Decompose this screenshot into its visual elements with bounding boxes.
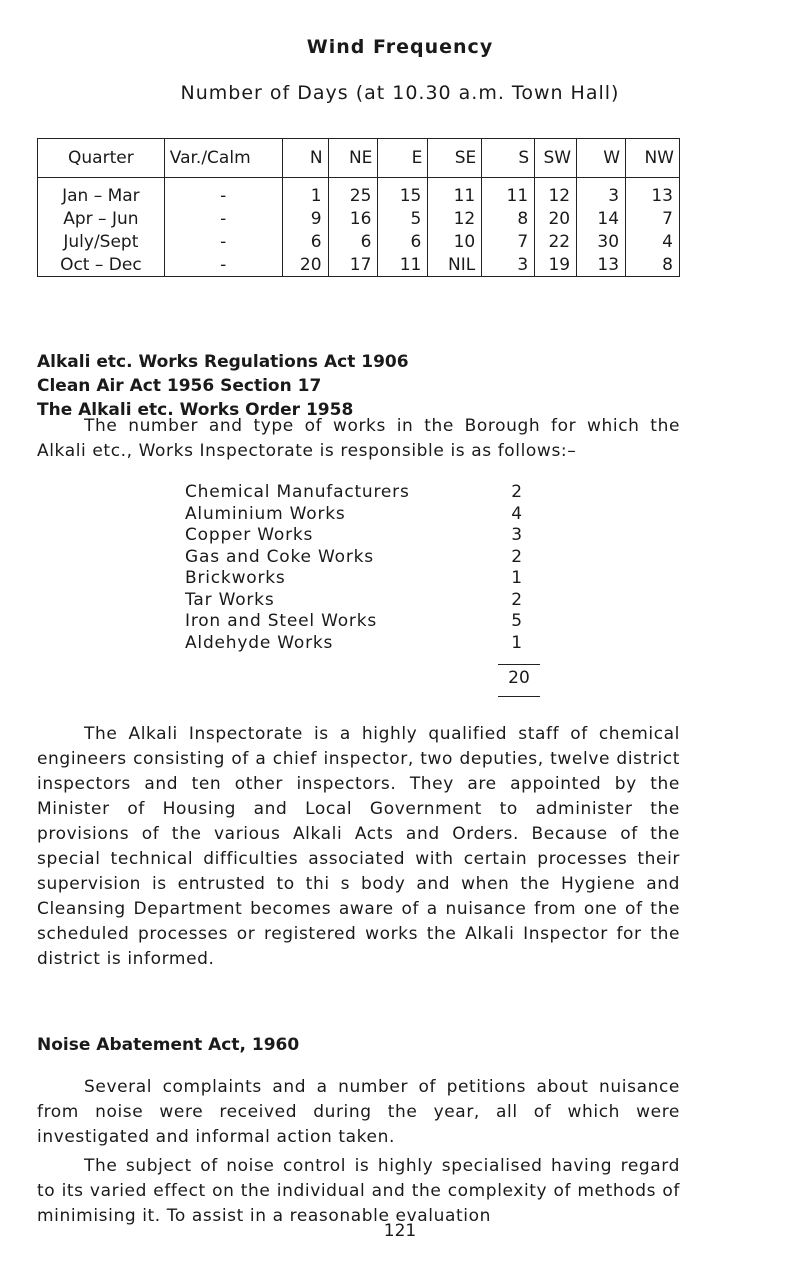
table-cell: 4 <box>626 230 680 253</box>
work-count: 5 <box>511 611 523 631</box>
act-heading: Clean Air Act 1956 Section 17 <box>37 376 322 396</box>
work-name: Aluminium Works <box>185 503 346 524</box>
list-item <box>185 482 540 504</box>
column-header: W <box>577 139 626 178</box>
list-item <box>185 633 540 655</box>
column-header: S <box>482 139 535 178</box>
work-count: 2 <box>511 546 523 567</box>
table-cell: - <box>164 230 282 253</box>
column-header: Quarter <box>38 139 165 178</box>
work-name: Aldehyde Works <box>185 632 334 653</box>
noise-paragraph: Several complaints and a number of petitions about nuisance from noise were received during the year, all of which were investigated and informal action taken. <box>37 1077 680 1147</box>
table-cell: 8 <box>482 207 535 230</box>
table-cell: 10 <box>428 230 482 253</box>
table-row <box>38 207 680 230</box>
table-cell: 13 <box>577 253 626 277</box>
table-cell: 6 <box>378 230 428 253</box>
table-cell: 19 <box>535 253 577 277</box>
list-item <box>185 590 540 612</box>
table-cell: 22 <box>535 230 577 253</box>
column-header: NE <box>328 139 378 178</box>
table-cell: 14 <box>577 207 626 230</box>
table-cell: Apr – Jun <box>38 207 165 230</box>
table-cell: July/Sept <box>38 230 165 253</box>
column-header: SE <box>428 139 482 178</box>
work-name: Copper Works <box>185 525 314 545</box>
works-list <box>185 482 540 654</box>
table-cell: 13 <box>626 178 680 208</box>
table-cell: - <box>164 253 282 277</box>
work-count: 2 <box>511 482 523 502</box>
column-header: N <box>282 139 328 178</box>
table-cell: 9 <box>282 207 328 230</box>
column-header: NW <box>626 139 680 178</box>
table-cell: 6 <box>282 230 328 253</box>
noise-heading: Noise Abatement Act, 1960 <box>37 1035 300 1055</box>
works-total: 20 <box>508 668 530 688</box>
table-cell: 7 <box>626 207 680 230</box>
table-cell: 11 <box>428 178 482 208</box>
noise-paragraph: The subject of noise control is highly specialised having regard to its varied effect on the individual and the complexity of methods of minimising it. To assist in a reasonable evaluation <box>37 1156 680 1226</box>
work-name: Iron and Steel Works <box>185 611 378 631</box>
table-cell: - <box>164 178 282 208</box>
table-cell: 20 <box>535 207 577 230</box>
acts-headings <box>37 350 409 422</box>
list-item <box>185 525 540 547</box>
table-header-row <box>38 139 680 178</box>
list-item <box>185 504 540 526</box>
table-cell: 20 <box>282 253 328 277</box>
work-count: 1 <box>511 632 523 653</box>
table-cell: 25 <box>328 178 378 208</box>
work-name: Brickworks <box>185 568 286 588</box>
work-name: Gas and Coke Works <box>185 546 374 567</box>
table-cell: 1 <box>282 178 328 208</box>
table-row <box>38 178 680 208</box>
work-count: 3 <box>511 525 523 545</box>
table-cell: 5 <box>378 207 428 230</box>
work-count: 2 <box>511 589 523 610</box>
table-cell: NIL <box>428 253 482 277</box>
table-cell: 3 <box>482 253 535 277</box>
table-cell: 12 <box>535 178 577 208</box>
table-cell: - <box>164 207 282 230</box>
table-cell: 15 <box>378 178 428 208</box>
inspectorate-paragraph: The Alkali Inspectorate is a highly qualified staff of chemical engineers consisting of a chief inspector, two deputies, twelve district inspectors and ten other inspectors. They are appointed by the Minister of Housing and Local Government to administer the provisions of the various Alkali Acts and Orders. Because of the special technical difficulties associated with certain processes their supervision is entrusted to thi s body and when the Hygiene and Cleansing Department becomes aware of a nuisance from one of the scheduled processes or registered works the Alkali Inspector for the district is informed. <box>37 724 680 969</box>
act-heading: Alkali etc. Works Regulations Act 1906 <box>37 352 409 372</box>
list-item <box>185 547 540 569</box>
table-cell: Jan – Mar <box>38 178 165 208</box>
column-header: E <box>378 139 428 178</box>
table-cell: 11 <box>378 253 428 277</box>
table-cell: Oct – Dec <box>38 253 165 277</box>
total-rule-top <box>498 664 540 665</box>
work-count: 1 <box>511 568 523 588</box>
table-cell: 11 <box>482 178 535 208</box>
list-item <box>185 611 540 633</box>
table-cell: 6 <box>328 230 378 253</box>
table-row <box>38 253 680 277</box>
work-count: 4 <box>511 503 523 524</box>
column-header: SW <box>535 139 577 178</box>
table-cell: 12 <box>428 207 482 230</box>
column-header: Var./Calm <box>164 139 282 178</box>
intro-paragraph: The number and type of works in the Borough for which the Alkali etc., Works Inspectorate is responsible is as follows:– <box>37 416 680 461</box>
table-cell: 30 <box>577 230 626 253</box>
act-heading: The Alkali etc. Works Order 1958 <box>37 400 354 420</box>
table-subtitle: Number of Days (at 10.30 a.m. Town Hall) <box>180 82 620 104</box>
page-number: 121 <box>383 1221 417 1241</box>
list-item <box>185 568 540 590</box>
total-rule-bottom <box>498 696 540 697</box>
wind-frequency-table <box>37 138 680 277</box>
table-cell: 17 <box>328 253 378 277</box>
table-row <box>38 230 680 253</box>
page-title: Wind Frequency <box>306 36 494 58</box>
table-cell: 8 <box>626 253 680 277</box>
table-cell: 7 <box>482 230 535 253</box>
work-name: Tar Works <box>185 589 275 610</box>
table-cell: 3 <box>577 178 626 208</box>
table-cell: 16 <box>328 207 378 230</box>
work-name: Chemical Manufacturers <box>185 482 410 502</box>
